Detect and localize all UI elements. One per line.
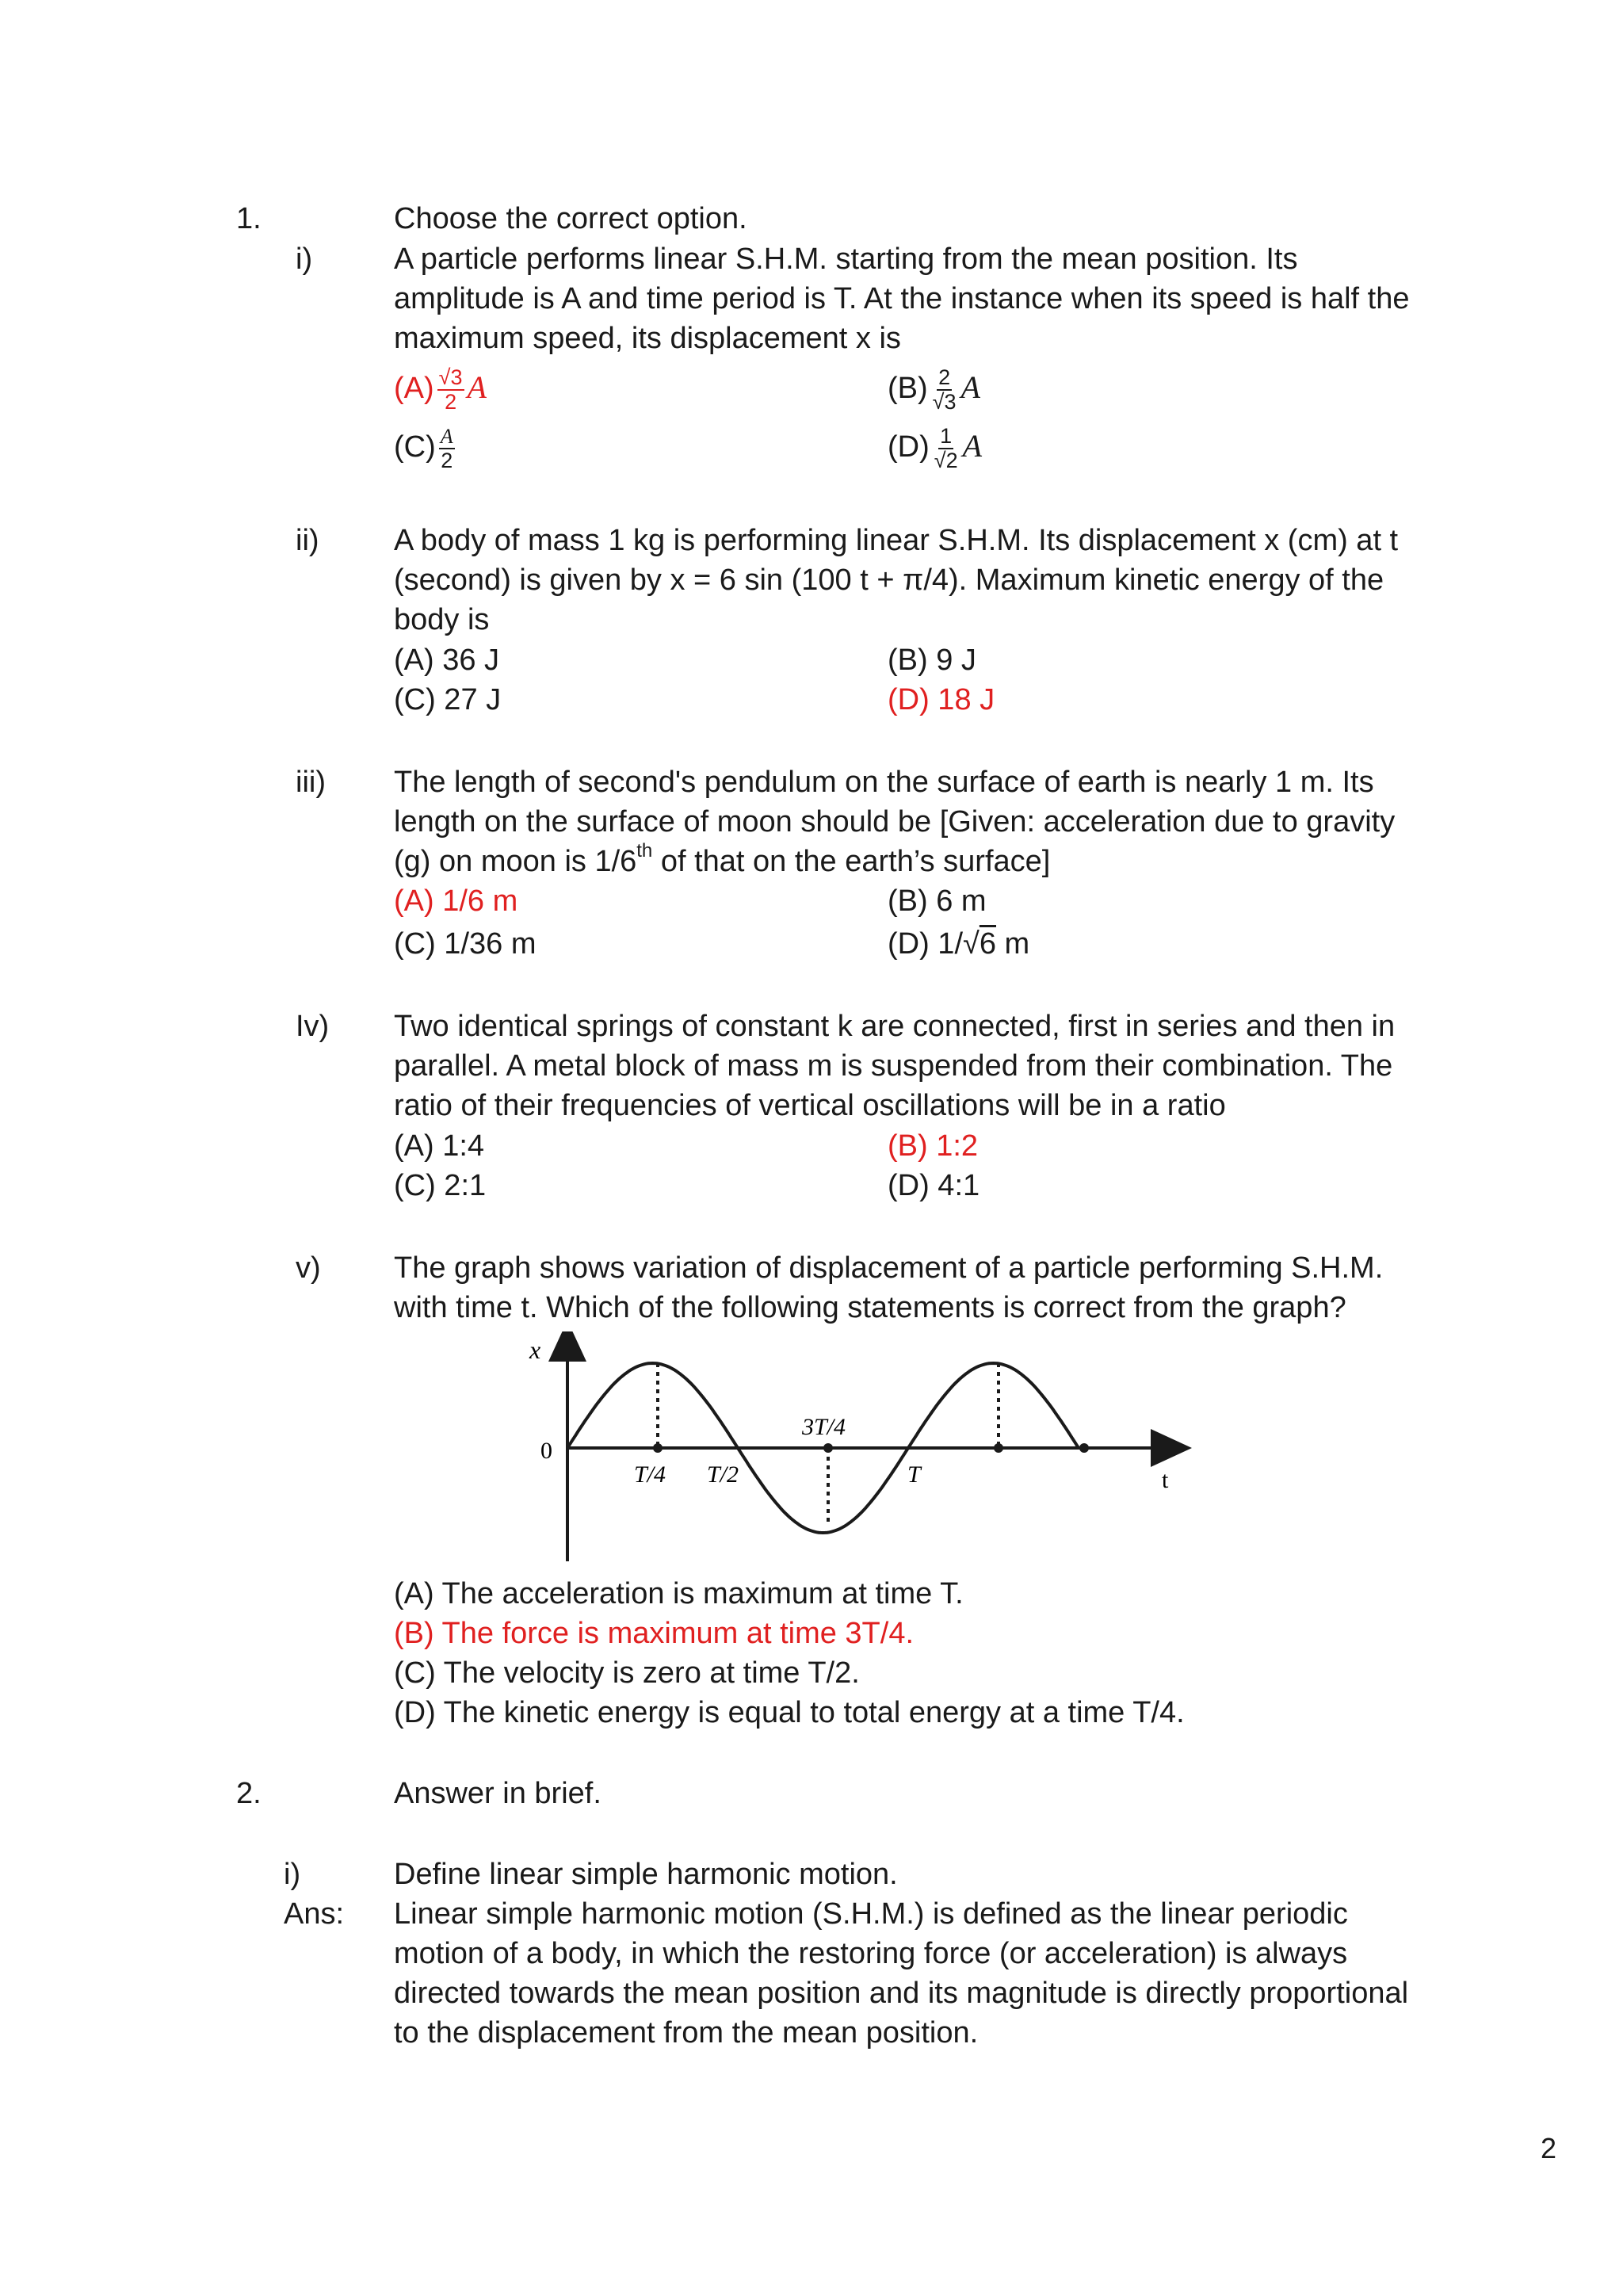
shm-displacement-graph [507, 1331, 1205, 1569]
question-text-line: body is [394, 603, 490, 636]
question-text-line: (second) is given by x = 6 sin (100 t + π/4). Maximum kinetic energy of the [394, 563, 1384, 597]
option-b: (B) 9 J [888, 644, 976, 677]
y-axis-label: x [529, 1335, 541, 1364]
subquestion-label: ii) [296, 524, 319, 557]
point-t4 [653, 1443, 663, 1453]
option-a-correct: (A) 1/6 m [394, 884, 518, 918]
question-text-line: The graph shows variation of displacement of a particle performing S.H.M. [394, 1251, 1384, 1285]
point-3t2 [1079, 1443, 1089, 1453]
question-text-line: ratio of their frequencies of vertical oscillations will be in a ratio [394, 1089, 1226, 1122]
question-text-line: (g) on moon is 1/6th of that on the earth’s surface] [394, 840, 1051, 878]
option-a: (A) 1:4 [394, 1129, 485, 1163]
subquestion-label: Iv) [296, 1010, 330, 1043]
question-number: 1. [236, 202, 262, 235]
question-text-line: The length of second's pendulum on the surface of earth is nearly 1 m. Its [394, 766, 1374, 799]
answer-text-line: to the displacement from the mean position. [394, 2016, 979, 2050]
question-text-line: maximum speed, its displacement x is [394, 322, 901, 355]
subquestion-label: v) [296, 1251, 321, 1285]
option-d: (D) The kinetic energy is equal to total energy at a time T/4. [394, 1696, 1185, 1729]
option-d: (D) $\frac{1}{√2}$ A [888, 424, 983, 472]
answer-text-line: directed towards the mean position and its magnitude is directly proportional [394, 1977, 1409, 2010]
question-text-line: Two identical springs of constant k are connected, first in series and then in [394, 1010, 1396, 1043]
option-a-correct: (A) $\frac{√3}{2}$ A [394, 365, 487, 414]
answer-label: Ans: [284, 1897, 345, 1931]
question-text-line: A body of mass 1 kg is performing linear S.H.M. Its displacement x (cm) at t [394, 524, 1399, 557]
option-c: (C) The velocity is zero at time T/2. [394, 1656, 860, 1690]
option-c: (C) 1/36 m [394, 927, 537, 961]
section-heading: Choose the correct option. [394, 202, 747, 235]
option-b: (B) $\frac{2}{√3}$ A [888, 365, 980, 414]
question-text-line: parallel. A metal block of mass m is suspended from their combination. The [394, 1049, 1393, 1083]
option-b: (B) 6 m [888, 884, 987, 918]
question-number: 2. [236, 1777, 262, 1810]
option-b-correct: (B) 1:2 [888, 1129, 979, 1163]
tick-label-t2: T/2 [707, 1461, 739, 1488]
point-5t4 [994, 1443, 1003, 1453]
tick-label-t4: T/4 [634, 1461, 666, 1488]
answer-text-line: motion of a body, in which the restoring force (or acceleration) is always [394, 1937, 1348, 1970]
question-text-line: length on the surface of moon should be [Given: acceleration due to gravity [394, 805, 1396, 839]
origin-label: 0 [540, 1438, 552, 1464]
option-d: (D) 1/√6 m [888, 927, 1030, 961]
question-text-line: A particle performs linear S.H.M. starting from the mean position. Its [394, 243, 1298, 276]
t-axis-label: t [1162, 1467, 1169, 1493]
option-c: (C) 27 J [394, 683, 502, 716]
question-text-line: with time t. Which of the following statements is correct from the graph? [394, 1291, 1346, 1324]
option-d-correct: (D) 18 J [888, 683, 995, 716]
option-b-correct: (B) The force is maximum at time 3T/4. [394, 1617, 915, 1650]
question-text-line: Define linear simple harmonic motion. [394, 1858, 898, 1891]
option-c: (C) $\frac{A}{2}$ [394, 425, 453, 472]
tick-label-t: T [907, 1461, 921, 1488]
answer-text-line: Linear simple harmonic motion (S.H.M.) is defined as the linear periodic [394, 1897, 1348, 1931]
subquestion-label: iii) [296, 766, 326, 799]
option-d: (D) 4:1 [888, 1169, 980, 1202]
section-heading: Answer in brief. [394, 1777, 601, 1810]
subquestion-label: i) [284, 1858, 301, 1891]
point-3t4 [823, 1443, 833, 1453]
page-number: 2 [1540, 2132, 1556, 2164]
subquestion-label: i) [296, 243, 313, 276]
option-a: (A) The acceleration is maximum at time T. [394, 1577, 964, 1610]
option-c: (C) 2:1 [394, 1169, 487, 1202]
option-a: (A) 36 J [394, 644, 500, 677]
question-text-line: amplitude is A and time period is T. At the instance when its speed is half the [394, 282, 1410, 315]
tick-label-3t4: 3T/4 [802, 1414, 846, 1440]
